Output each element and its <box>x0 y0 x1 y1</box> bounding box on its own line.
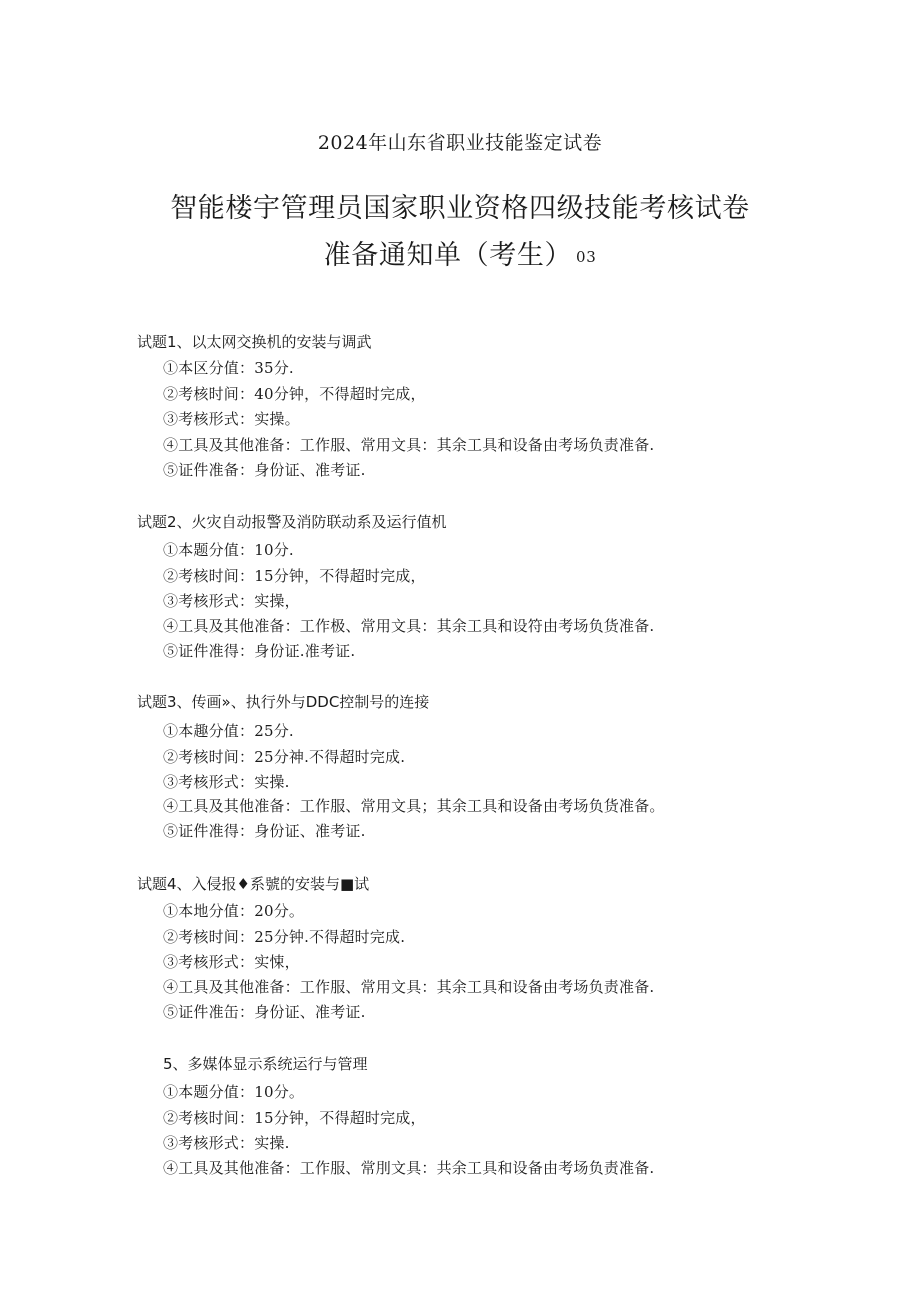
question-item-time: ②考核时间：25分钟.不得超时完成. <box>163 928 406 946</box>
exam-title-line-1: 智能楼宇管理员国家职业资格四级技能考核试卷 <box>170 193 750 224</box>
question-item-score: ①本趣分值：25分. <box>163 722 294 740</box>
exam-subtitle: 2024年山东省职业技能鉴定试卷 <box>317 132 603 154</box>
exam-title-suffix: 03 <box>576 248 597 266</box>
question-heading: 试题1、以太网交换机的安装与调武 <box>137 333 372 351</box>
question-item-tools: ④工具及其他准备：工作服、常刖文具：共余工具和设备由考场负责准备. <box>163 1159 655 1177</box>
question-heading: 试题2、火灾自动报警及消防联动系及运行值机 <box>137 513 447 531</box>
question-item-format: ③考核形式：实操。 <box>163 410 300 428</box>
question-item-tools: ④工具及其他准备：工作服、常用文具：其余工具和设备由考场负责准备. <box>163 978 655 996</box>
question-item-documents: ⑤证件准得：身份证.准考证. <box>163 642 356 660</box>
question-item-format: ③考核形式：实操， <box>163 592 300 610</box>
exam-title-line-2 <box>0 233 920 272</box>
question-item-format: ③考核形式：实操. <box>163 773 290 791</box>
exam-title-text: 准备通知单（考生） <box>323 240 573 271</box>
question-item-score: ①本题分值：10分。 <box>163 1083 305 1101</box>
question-item-format: ③考核形式：实操. <box>163 1134 290 1152</box>
question-item-score: ①本题分值：10分. <box>163 541 294 559</box>
question-item-time: ②考核时间：40分钟，不得超时完成， <box>163 385 426 403</box>
question-heading: 5、多媒体显示系统运行与管理 <box>163 1055 368 1073</box>
question-heading: 试题3、传画»、执行外与DDC控制号的连接 <box>137 693 430 711</box>
question-item-score: ①本地分值：20分。 <box>163 902 305 920</box>
question-item-documents: ⑤证件准得：身份证、准考证. <box>163 822 366 840</box>
question-item-tools: ④工具及其他准备：工作服、常用文具：其余工具和设备由考场负责准备. <box>163 436 655 454</box>
question-item-tools: ④工具及其他准备：工作服、常用文具；其余工具和设备由考场负货准备。 <box>163 797 665 815</box>
question-item-time: ②考核时间：15分钟，不得超时完成， <box>163 567 426 585</box>
question-heading: 试题4、入侵报♦系號的安装与■试 <box>137 875 370 893</box>
question-item-time: ②考核时间：15分钟，不得超时完成， <box>163 1109 426 1127</box>
question-item-format: ③考核形式：实悚， <box>163 953 300 971</box>
question-item-documents: ⑤证件准缶：身份证、准考证. <box>163 1003 366 1021</box>
question-item-time: ②考核时间：25分神.不得超时完成. <box>163 748 406 766</box>
question-item-documents: ⑤证件准备：身份证、准考证. <box>163 461 366 479</box>
question-item-tools: ④工具及其他准备：工作极、常用文具：其余工具和设符由考场负货准备. <box>163 617 655 635</box>
question-item-score: ①本区分值：35分. <box>163 359 294 377</box>
